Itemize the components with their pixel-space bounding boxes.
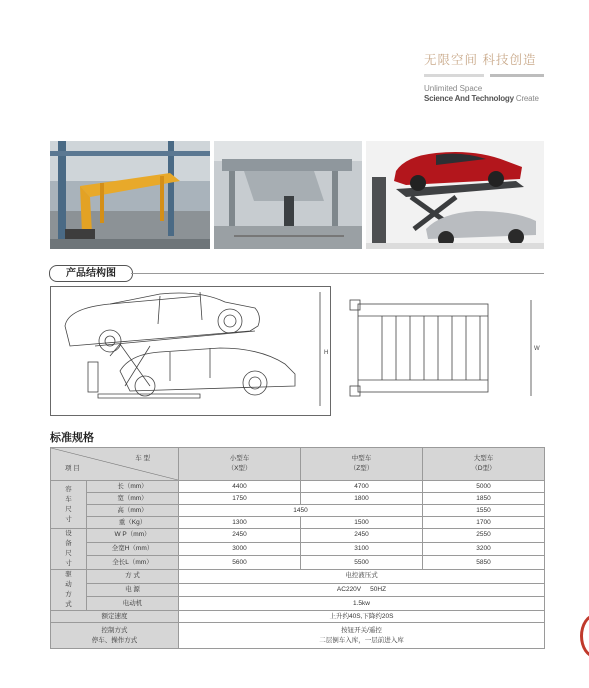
brand-block bbox=[424, 50, 554, 103]
group-label-car-size: 容车尺寸 bbox=[51, 481, 87, 529]
control-label-cell: 控制方式 停车、操作方式 bbox=[51, 623, 179, 649]
table-row: 宽（mm） 1750 1800 1850 bbox=[51, 493, 545, 505]
dim-label-h: H bbox=[324, 350, 329, 356]
diagram-side-view bbox=[50, 286, 331, 416]
table-corner-cell: 车 型 项 目 bbox=[51, 448, 179, 481]
table-row: 设备尺寸 W P（mm） 2450 2450 2550 bbox=[51, 529, 545, 543]
col-header-small: 小型车 （X型） bbox=[179, 448, 301, 481]
brand-slogan-en-2: Science And Technology Create bbox=[424, 94, 539, 103]
section-divider bbox=[131, 273, 544, 274]
control-value-cell: 按钮开关/遥控 二层倒车入库，一层前进入库 bbox=[179, 623, 545, 649]
table-row: 容车尺寸 长（mm） 4400 4700 5000 bbox=[51, 481, 545, 493]
table-row: 高（mm） 1450 1550 bbox=[51, 505, 545, 517]
table-row: 电动机 1.5kw bbox=[51, 597, 545, 611]
brand-slogan-en-1: Unlimited Space bbox=[424, 84, 483, 93]
group-label-equipment-size: 设备尺寸 bbox=[51, 529, 87, 570]
col-header-large: 大型车 （D型） bbox=[423, 448, 545, 481]
table-row: 驱动方式 方 式 电控液压式 bbox=[51, 570, 545, 584]
photo-lift-frame bbox=[50, 141, 210, 249]
brand-slogan-cn: 无限空间 科技创造 bbox=[424, 53, 537, 67]
section-title-specs: 标准规格 bbox=[50, 432, 94, 444]
table-row: 额定速度 上升约40S,下降约20S bbox=[51, 611, 545, 623]
spec-table bbox=[50, 447, 545, 649]
table-row: 电 源 AC220V 50HZ bbox=[51, 583, 545, 597]
brand-divider bbox=[424, 74, 554, 79]
spec-table-wrap bbox=[50, 447, 544, 649]
section-title-structure: 产品结构图 bbox=[49, 265, 133, 282]
table-row: 全长L（mm） 5600 5500 5850 bbox=[51, 556, 545, 570]
table-row bbox=[51, 623, 545, 649]
table-header-row bbox=[51, 448, 545, 481]
photo-lift-structure bbox=[214, 141, 362, 249]
table-row: 重（Kg） 1300 1500 1700 bbox=[51, 517, 545, 529]
photo-cars-on-lift bbox=[366, 141, 544, 249]
decorative-circle bbox=[580, 614, 589, 658]
table-row: 全宽H（mm） 3000 3100 3200 bbox=[51, 542, 545, 556]
diagram-top-view bbox=[346, 296, 546, 400]
col-header-medium: 中型车 （Z型） bbox=[301, 448, 423, 481]
dim-label-w: W bbox=[534, 346, 540, 352]
group-label-drive: 驱动方式 bbox=[51, 570, 87, 611]
